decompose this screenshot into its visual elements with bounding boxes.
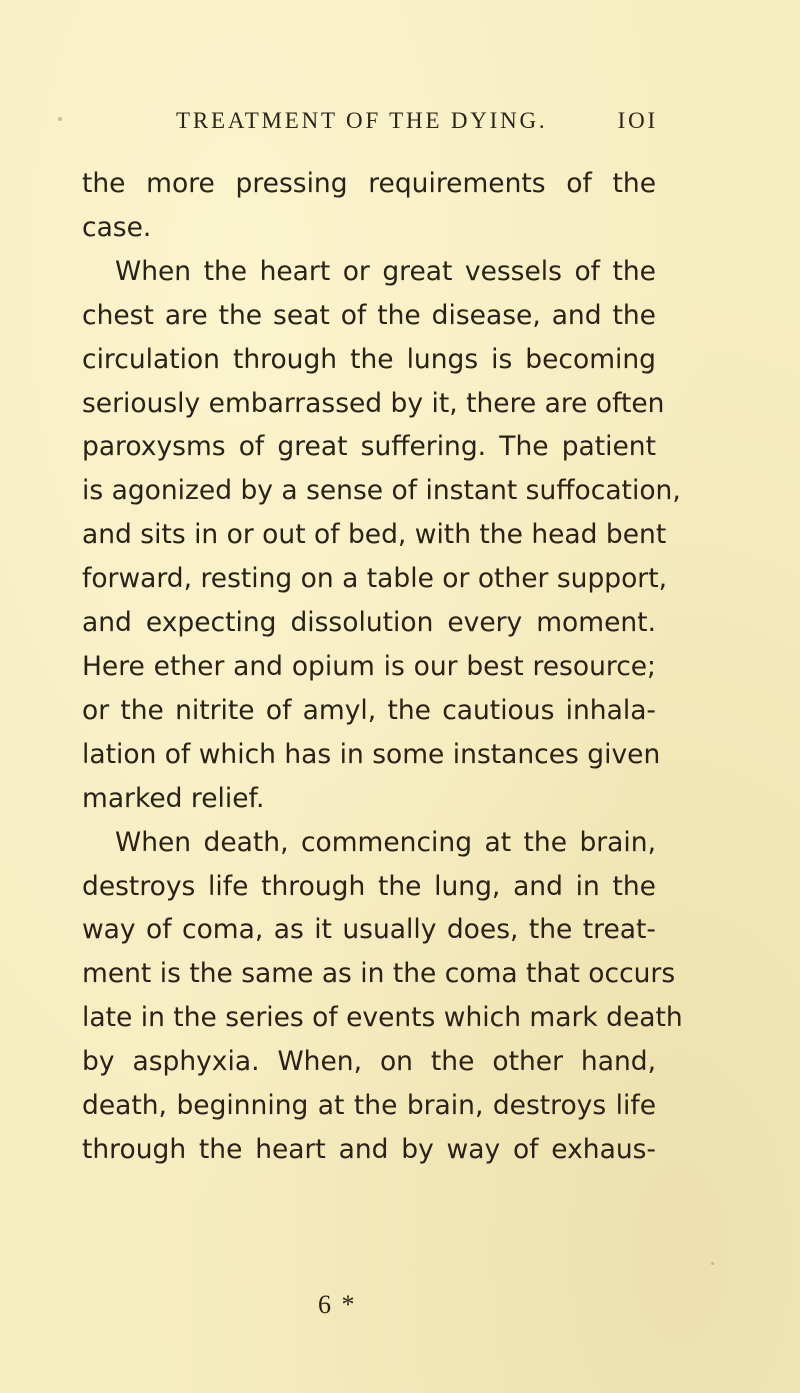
- text-line: ment is the same as in the coma that occurs: [82, 958, 676, 990]
- text-line: chest are the seat of the disease, and the: [82, 299, 656, 331]
- text-line: seriously embarrassed by it, there are often: [82, 387, 665, 419]
- signature-mark: 6 *: [318, 1290, 357, 1319]
- page-number: IOI: [617, 108, 658, 133]
- text-line: the more pressing requirements of the: [82, 168, 656, 199]
- text-line: forward, resting on a table or other support,: [82, 563, 668, 595]
- text-line: marked relief.: [82, 782, 265, 814]
- running-head: [176, 108, 658, 134]
- text-line: destroys life through the lung, and in the: [82, 870, 656, 902]
- text-line: case.: [82, 211, 152, 243]
- text-line: way of coma, as it usually does, the treat-: [82, 914, 656, 946]
- text-line: death, beginning at the brain, destroys life: [82, 1090, 656, 1122]
- text-line: circulation through the lungs is becoming: [82, 343, 656, 375]
- text-line: by asphyxia. When, on the other hand,: [82, 1046, 656, 1078]
- paragraph-first-line: When the heart or great vessels of the: [115, 255, 656, 287]
- text-line: through the heart and by way of exhaus-: [82, 1133, 656, 1165]
- text-line: is agonized by a sense of instant suffocation,: [82, 475, 681, 507]
- body-text: [82, 162, 683, 1172]
- text-line: late in the series of events which mark death: [82, 1002, 683, 1034]
- running-head-title: TREATMENT OF THE DYING.: [176, 108, 548, 133]
- text-line: Here ether and opium is our best resource;: [82, 650, 656, 682]
- text-line: and sits in or out of bed, with the head bent: [82, 519, 667, 551]
- paragraph-first-line: When death, commencing at the brain,: [115, 826, 656, 858]
- text-line: lation of which has in some instances given: [82, 738, 661, 770]
- paper-speck: [58, 117, 62, 121]
- paper-speck: [711, 1262, 714, 1265]
- text-line: paroxysms of great suffering. The patient: [82, 431, 656, 463]
- text-line: or the nitrite of amyl, the cautious inhala-: [82, 694, 656, 726]
- text-line: and expecting dissolution every moment.: [82, 607, 656, 639]
